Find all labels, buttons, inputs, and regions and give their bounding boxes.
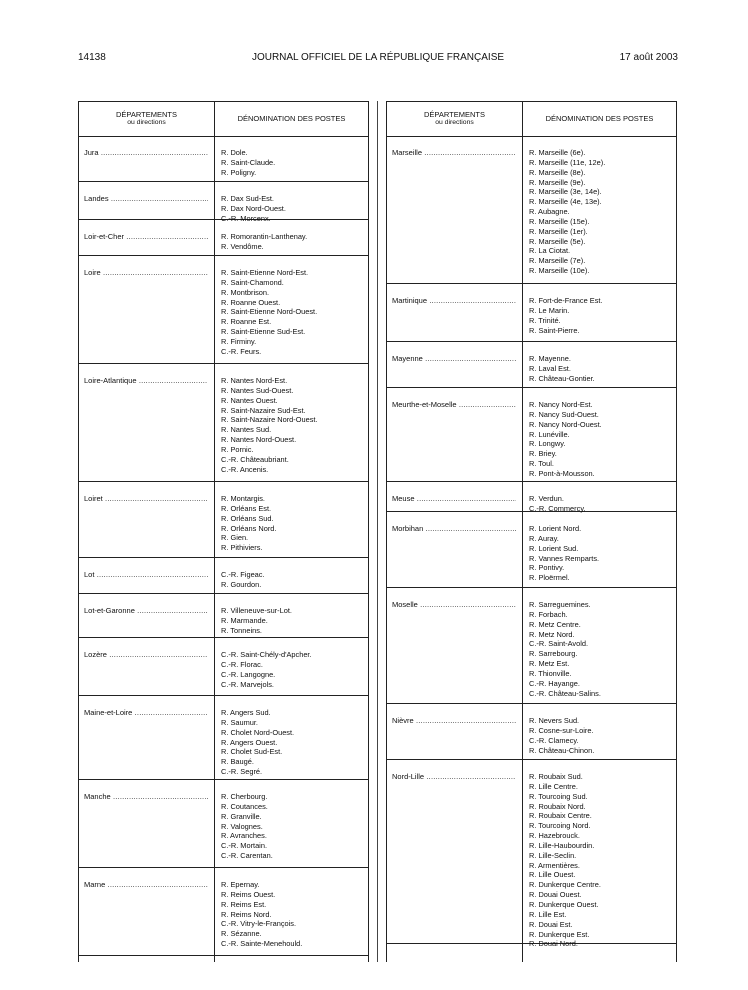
department-name: Nord-Lille ..... [392, 772, 516, 782]
post-item: R. Saint-Etienne Sud-Est. [221, 327, 306, 337]
post-item: R. Sarreguemines. [529, 600, 591, 609]
post-item: R. Marseille (3e, 14e). [529, 187, 602, 197]
post-item: R. Toul. [529, 459, 554, 469]
department-name: Martinique ..... [392, 296, 516, 306]
posts-list [221, 268, 364, 357]
department-row [79, 696, 368, 780]
post-item: R. Marseille (4e, 13e). [529, 197, 602, 207]
post-item: R. Roubaix Sud. [529, 772, 583, 781]
post-item: R. Saint-Chamond. [221, 277, 284, 287]
posts-list [529, 600, 672, 698]
department-groups [79, 136, 368, 956]
post-item: R. Cosne-sur-Loire. [529, 725, 594, 735]
post-item: R. Montbrison. [221, 287, 270, 297]
post-item: R. Laval Est. [529, 363, 571, 373]
post-item: R. Orléans Sud. [221, 513, 274, 523]
department-row [79, 220, 368, 256]
posts-list [221, 494, 364, 553]
post-item: R. Saint-Nazaire Nord-Ouest. [221, 415, 318, 425]
post-item: R. Marseille (1er). [529, 226, 588, 236]
post-item: R. Metz Centre. [529, 619, 581, 629]
department-name: Meuse ..... [392, 494, 516, 504]
post-item: R. Marseille (7e). [529, 256, 586, 266]
page-number: 14138 [78, 52, 106, 63]
center-divider [377, 101, 378, 962]
post-item: R. Marseille (6e). [529, 148, 586, 157]
department-row [79, 482, 368, 558]
department-name: Mayenne ..... [392, 354, 516, 364]
post-item: C.-R. Hayange. [529, 678, 580, 688]
department-row [387, 704, 676, 760]
post-item: C.-R. Saint-Avold. [529, 639, 589, 649]
post-item: R. Pontivy. [529, 563, 565, 573]
post-item: R. Roanne Ouest. [221, 297, 281, 307]
department-row [387, 588, 676, 704]
post-item: R. Marseille (8e). [529, 167, 586, 177]
post-item: R. Granville. [221, 811, 262, 821]
post-item: R. Verdun. [529, 494, 564, 503]
post-item: R. Marmande. [221, 615, 268, 625]
post-item: R. Nevers Sud. [529, 716, 580, 725]
post-item: R. Dole. [221, 148, 248, 157]
post-item: R. Poligny. [221, 167, 257, 177]
post-item: R. Longwy. [529, 439, 566, 449]
post-item: R. Lille-Seclin. [529, 850, 577, 860]
department-row [387, 760, 676, 949]
post-item: R. Lorient Sud. [529, 543, 579, 553]
department-name: Nièvre ..... [392, 716, 516, 726]
posts-list [221, 650, 364, 689]
posts-column-header: DÉNOMINATION DES POSTES [545, 114, 654, 123]
journal-title: JOURNAL OFFICIEL DE LA RÉPUBLIQUE FRANÇAISE [251, 52, 505, 63]
department-name: Jura ..... [84, 148, 208, 158]
post-item: C.-R. Saint-Chély-d'Apcher. [221, 650, 312, 659]
post-item: R. Marseille (15e). [529, 216, 590, 226]
post-item: R. Marseille (10e). [529, 266, 590, 276]
post-item: R. Saint-Etienne Nord-Est. [221, 268, 309, 277]
post-item: R. Dax Sud-Est. [221, 194, 274, 203]
department-name: Moselle ..... [392, 600, 516, 610]
left-table [78, 101, 369, 962]
post-item: R. Hazebrouck. [529, 831, 580, 841]
post-item: C.-R. Château-Salins. [529, 688, 601, 698]
posts-list [221, 570, 364, 590]
department-name: Lot-et-Garonne ..... [84, 606, 208, 616]
department-row [387, 388, 676, 482]
post-item: R. Aubagne. [529, 207, 570, 217]
post-item: C.-R. Feurs. [221, 346, 262, 356]
post-item: R. Nantes Nord-Est. [221, 376, 288, 385]
post-item: R. Briey. [529, 449, 557, 459]
post-item: C.-R. Commercy. [529, 503, 586, 513]
departments-header-line1: DÉPARTEMENTS [116, 110, 177, 119]
post-item: R. Firminy. [221, 336, 257, 346]
publication-date: 17 août 2003 [619, 52, 678, 63]
department-name: Lot ..... [84, 570, 208, 580]
department-groups [387, 136, 676, 949]
post-item: C.-R. Sainte-Menehould. [221, 939, 303, 949]
department-name: Maine-et-Loire ..... [84, 708, 208, 718]
post-item: R. Sarrebourg. [529, 649, 578, 659]
post-item: R. Reims Ouest. [221, 889, 276, 899]
post-item: R. Le Marin. [529, 305, 570, 315]
post-item: R. Dunkerque Est. [529, 929, 590, 939]
post-item: R. Cholet Nord-Ouest. [221, 727, 295, 737]
post-item: R. Marseille (5e). [529, 236, 586, 246]
post-item: R. Trinité. [529, 315, 561, 325]
post-item: R. Saint-Claude. [221, 157, 276, 167]
department-row [79, 182, 368, 223]
post-item: R. Pithiviers. [221, 543, 263, 553]
post-item: R. Tourcoing Nord. [529, 821, 591, 831]
posts-column-header: DÉNOMINATION DES POSTES [237, 114, 346, 123]
post-item: C.-R. Marvejols. [221, 679, 274, 689]
post-item: R. Tonneins. [221, 625, 262, 635]
department-row [387, 482, 676, 512]
department-name: Loire-Atlantique ..... [84, 376, 208, 386]
posts-list [221, 792, 364, 861]
department-name: Manche ..... [84, 792, 208, 802]
department-row [387, 136, 676, 284]
post-item: R. Douai Ouest. [529, 890, 582, 900]
post-item: R. Château-Chinon. [529, 745, 595, 755]
post-item: R. Nantes Sud-Ouest. [221, 385, 294, 395]
post-item: C.-R. Ancenis. [221, 464, 269, 474]
post-item: R. Dunkerque Ouest. [529, 899, 599, 909]
post-item: R. Vannes Remparts. [529, 553, 600, 563]
post-item: R. Marseille (9e). [529, 177, 586, 187]
post-item: C.-R. Carentan. [221, 851, 273, 861]
post-item: R. Marseille (11e, 12e). [529, 157, 606, 167]
post-item: R. Reims Est. [221, 899, 267, 909]
post-item: R. Dax Nord-Ouest. [221, 203, 286, 213]
post-item: R. Lille Centre. [529, 781, 578, 791]
post-item: R. Nantes Ouest. [221, 395, 278, 405]
post-item: R. Lille Ouest. [529, 870, 576, 880]
post-item: R. Armentières. [529, 860, 580, 870]
department-name: Landes ..... [84, 194, 208, 204]
departments-header-line2: ou directions [435, 119, 474, 126]
post-item: R. Nancy Nord-Ouest. [529, 419, 602, 429]
post-item: R. Gien. [221, 533, 249, 543]
post-item: R. Metz Nord. [529, 629, 575, 639]
departments-column-header [387, 102, 523, 136]
department-row [79, 558, 368, 594]
department-row [387, 512, 676, 588]
posts-list [221, 232, 364, 252]
post-item: R. Orléans Est. [221, 503, 272, 513]
post-item: R. Lille-Haubourdin. [529, 840, 595, 850]
post-item: R. Nancy Nord-Est. [529, 400, 593, 409]
post-item: R. Château-Gontier. [529, 373, 595, 383]
post-item: R. Roubaix Nord. [529, 801, 586, 811]
table-body [79, 136, 368, 962]
post-item: C.-R. Florac. [221, 659, 263, 669]
post-item: R. Vendôme. [221, 241, 264, 251]
post-item: R. Sézanne. [221, 929, 262, 939]
post-item: R. Nantes Nord-Ouest. [221, 435, 297, 445]
post-item: R. Angers Ouest. [221, 737, 278, 747]
post-item: R. Lunéville. [529, 429, 570, 439]
post-item: R. Pornic. [221, 444, 254, 454]
table-body [387, 136, 676, 962]
department-row [79, 136, 368, 182]
post-item: R. Roubaix Centre. [529, 811, 592, 821]
post-item: R. Lille Est. [529, 909, 567, 919]
post-item: R. Saint-Pierre. [529, 325, 580, 335]
post-item: R. Saint-Nazaire Sud-Est. [221, 405, 306, 415]
right-table [386, 101, 677, 962]
department-name: Marseille ..... [392, 148, 516, 158]
posts-list [529, 494, 672, 514]
posts-list [529, 354, 672, 384]
department-name: Marne ..... [84, 880, 208, 890]
post-item: R. Avranches. [221, 831, 267, 841]
department-row [387, 342, 676, 388]
post-item: R. La Ciotat. [529, 246, 571, 256]
departments-header-line2: ou directions [127, 119, 166, 126]
department-name: Meurthe-et-Moselle ..... [392, 400, 516, 410]
post-item: C.-R. Clamecy. [529, 735, 579, 745]
department-row [79, 868, 368, 956]
post-item: C.-R. Figeac. [221, 570, 265, 579]
department-row [79, 364, 368, 482]
post-item: R. Cherbourg. [221, 792, 268, 801]
post-item: C.-R. Segré. [221, 767, 263, 777]
table-header [387, 102, 676, 137]
post-item: R. Pont-à-Mousson. [529, 468, 595, 478]
post-item: R. Montargis. [221, 494, 265, 503]
post-item: R. Forbach. [529, 609, 568, 619]
posts-list [221, 708, 364, 777]
post-item: R. Orléans Nord. [221, 523, 277, 533]
post-item: R. Nantes Sud. [221, 425, 272, 435]
posts-list [529, 524, 672, 583]
post-item: R. Saint-Etienne Nord-Ouest. [221, 307, 318, 317]
department-name: Lozère ..... [84, 650, 208, 660]
post-item: R. Epernay. [221, 880, 260, 889]
post-item: R. Gourdon. [221, 579, 262, 589]
posts-list [221, 148, 364, 178]
post-item: R. Ploërmel. [529, 573, 570, 583]
departments-header-line1: DÉPARTEMENTS [424, 110, 485, 119]
department-name: Loir-et-Cher ..... [84, 232, 208, 242]
department-row [387, 284, 676, 342]
post-item: R. Nancy Sud-Ouest. [529, 409, 599, 419]
post-item: R. Tourcoing Sud. [529, 791, 588, 801]
post-item: R. Coutances. [221, 801, 268, 811]
department-row [79, 638, 368, 696]
post-item: R. Reims Nord. [221, 909, 272, 919]
page-header [78, 52, 678, 66]
department-name: Loiret ..... [84, 494, 208, 504]
post-item: R. Metz Est. [529, 659, 570, 669]
post-item: R. Douai Nord. [529, 939, 578, 949]
post-item: R. Auray. [529, 533, 559, 543]
post-item: C.-R. Langogne. [221, 669, 276, 679]
post-item: R. Valognes. [221, 821, 263, 831]
post-item: R. Cholet Sud-Est. [221, 747, 283, 757]
posts-list [529, 400, 672, 479]
posts-list [221, 606, 364, 636]
post-item: R. Douai Est. [529, 919, 573, 929]
table-header [79, 102, 368, 137]
department-row [79, 780, 368, 868]
posts-list [529, 772, 672, 949]
post-item: R. Baugé. [221, 757, 254, 767]
department-name: Loire ..... [84, 268, 208, 278]
post-item: R. Lorient Nord. [529, 524, 582, 533]
department-name: Morbihan ..... [392, 524, 516, 534]
departments-column-header [79, 102, 215, 136]
posts-list [221, 376, 364, 474]
post-item: R. Mayenne. [529, 354, 571, 363]
post-item: R. Fort-de-France Est. [529, 296, 603, 305]
posts-list [529, 716, 672, 755]
post-item: R. Dunkerque Centre. [529, 880, 601, 890]
post-item: R. Romorantin-Lanthenay. [221, 232, 308, 241]
post-item: R. Villeneuve-sur-Lot. [221, 606, 292, 615]
department-row [79, 594, 368, 638]
department-row [79, 256, 368, 364]
post-item: R. Thionville. [529, 668, 572, 678]
post-item: C.-R. Châteaubriant. [221, 454, 289, 464]
post-item: C.-R. Mortain. [221, 841, 267, 851]
post-item: R. Saumur. [221, 717, 258, 727]
post-item: C.-R. Vitry-le-François. [221, 919, 297, 929]
posts-list [529, 296, 672, 335]
post-item: C.-R. Morcenx. [221, 213, 271, 223]
post-item: R. Roanne Est. [221, 317, 272, 327]
posts-list [221, 880, 364, 949]
post-item: R. Angers Sud. [221, 708, 271, 717]
posts-list [529, 148, 672, 276]
